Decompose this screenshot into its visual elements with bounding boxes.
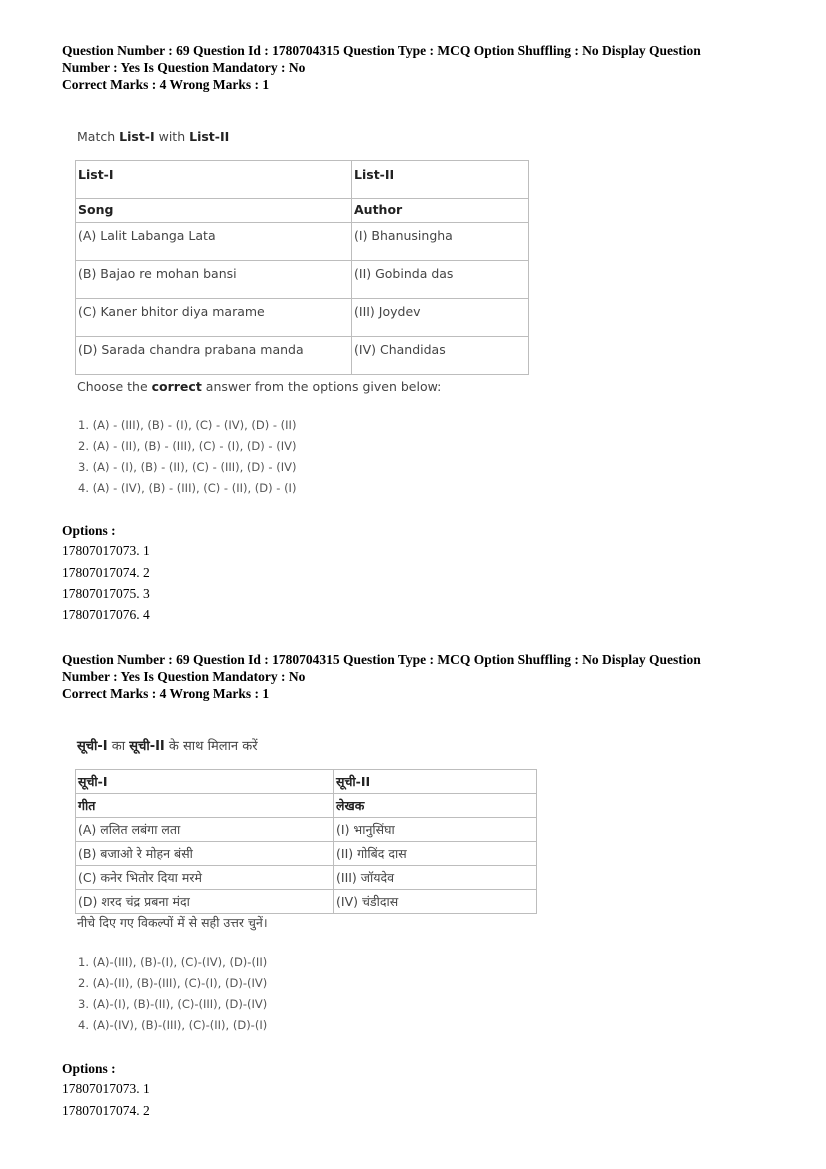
table-row — [76, 770, 537, 794]
table-cell: (B) बजाओ रे मोहन बंसी — [76, 842, 334, 866]
table-row — [76, 866, 537, 890]
answer-choices — [78, 415, 296, 499]
table-row — [76, 261, 529, 299]
table-cell: (D) Sarada chandra prabana manda — [76, 337, 352, 375]
table-cell: (A) Lalit Labanga Lata — [76, 223, 352, 261]
table-row — [76, 842, 537, 866]
marks-line: Correct Marks : 4 Wrong Marks : 1 — [62, 686, 270, 701]
header-line-1: Question Number : 69 Question Id : 1780704315 Question Type : MCQ Option Shuffling : No Display Question — [62, 652, 701, 667]
option-item: 17807017073. 1 — [62, 543, 150, 558]
answer-choices — [78, 952, 267, 1036]
table-row — [76, 161, 529, 199]
column-subheader: Author — [354, 202, 403, 217]
question-title: सूची-I का सूची-II के साथ मिलान करें — [77, 739, 258, 754]
column-subheader: Song — [78, 202, 114, 217]
list-item: 4. (A)-(IV), (B)-(III), (C)-(II), (D)-(I) — [78, 1018, 268, 1032]
table-cell: (II) गोबिंद दास — [334, 842, 537, 866]
question-title: Match List-I with List-II — [77, 129, 230, 144]
table-cell: (I) भानुसिंघा — [334, 818, 537, 842]
table-row — [76, 299, 529, 337]
match-table — [75, 769, 537, 914]
column-header: List-II — [354, 167, 395, 182]
column-subheader: लेखक — [336, 798, 365, 813]
options-title: Options : — [62, 1061, 116, 1076]
option-item: 17807017074. 2 — [62, 565, 150, 580]
list-item: 1. (A)-(III), (B)-(I), (C)-(IV), (D)-(II) — [78, 955, 268, 969]
list-item: 3. (A)-(I), (B)-(II), (C)-(III), (D)-(IV) — [78, 997, 268, 1011]
list-item: 2. (A) - (II), (B) - (III), (C) - (I), (D) - (IV) — [78, 439, 297, 453]
table-cell: (I) Bhanusingha — [352, 223, 529, 261]
table-cell: (D) शरद चंद्र प्रबना मंदा — [76, 890, 334, 914]
column-header: सूची-II — [336, 774, 371, 789]
options-title: Options : — [62, 523, 116, 538]
table-cell: (C) कनेर भितोर दिया मरमे — [76, 866, 334, 890]
column-subheader: गीत — [78, 798, 96, 813]
option-item: 17807017074. 2 — [62, 1103, 150, 1118]
option-item: 17807017073. 1 — [62, 1081, 150, 1096]
table-row — [76, 337, 529, 375]
table-cell: (IV) चंडीदास — [334, 890, 537, 914]
header-line-2: Number : Yes Is Question Mandatory : No — [62, 60, 306, 75]
header-line-2: Number : Yes Is Question Mandatory : No — [62, 669, 306, 684]
option-item: 17807017076. 4 — [62, 607, 150, 622]
table-cell: (A) ललित लबंगा लता — [76, 818, 334, 842]
table-cell: (II) Gobinda das — [352, 261, 529, 299]
column-header: सूची-I — [78, 774, 108, 789]
list-item: 2. (A)-(II), (B)-(III), (C)-(I), (D)-(IV) — [78, 976, 268, 990]
list-item: 1. (A) - (III), (B) - (I), (C) - (IV), (D) - (II) — [78, 418, 297, 432]
table-cell: (III) Joydev — [352, 299, 529, 337]
table-cell: (IV) Chandidas — [352, 337, 529, 375]
marks-line: Correct Marks : 4 Wrong Marks : 1 — [62, 77, 270, 92]
list-item: 3. (A) - (I), (B) - (II), (C) - (III), (D) - (IV) — [78, 460, 297, 474]
table-row — [76, 890, 537, 914]
table-row — [76, 223, 529, 261]
table-row — [76, 199, 529, 223]
table-cell: (III) जॉयदेव — [334, 866, 537, 890]
table-cell: (B) Bajao re mohan bansi — [76, 261, 352, 299]
question-header — [62, 42, 762, 93]
column-header: List-I — [78, 167, 114, 182]
option-item: 17807017075. 3 — [62, 586, 150, 601]
question-header — [62, 651, 762, 702]
header-line-1: Question Number : 69 Question Id : 1780704315 Question Type : MCQ Option Shuffling : No Display Question — [62, 43, 701, 58]
match-table — [75, 160, 529, 375]
choose-instruction: Choose the correct answer from the options given below: — [77, 379, 442, 394]
table-cell: (C) Kaner bhitor diya marame — [76, 299, 352, 337]
table-row — [76, 818, 537, 842]
list-item: 4. (A) - (IV), (B) - (III), (C) - (II), (D) - (I) — [78, 481, 297, 495]
table-row — [76, 794, 537, 818]
choose-instruction: नीचे दिए गए विकल्पों में से सही उत्तर चुनें। — [77, 915, 268, 930]
